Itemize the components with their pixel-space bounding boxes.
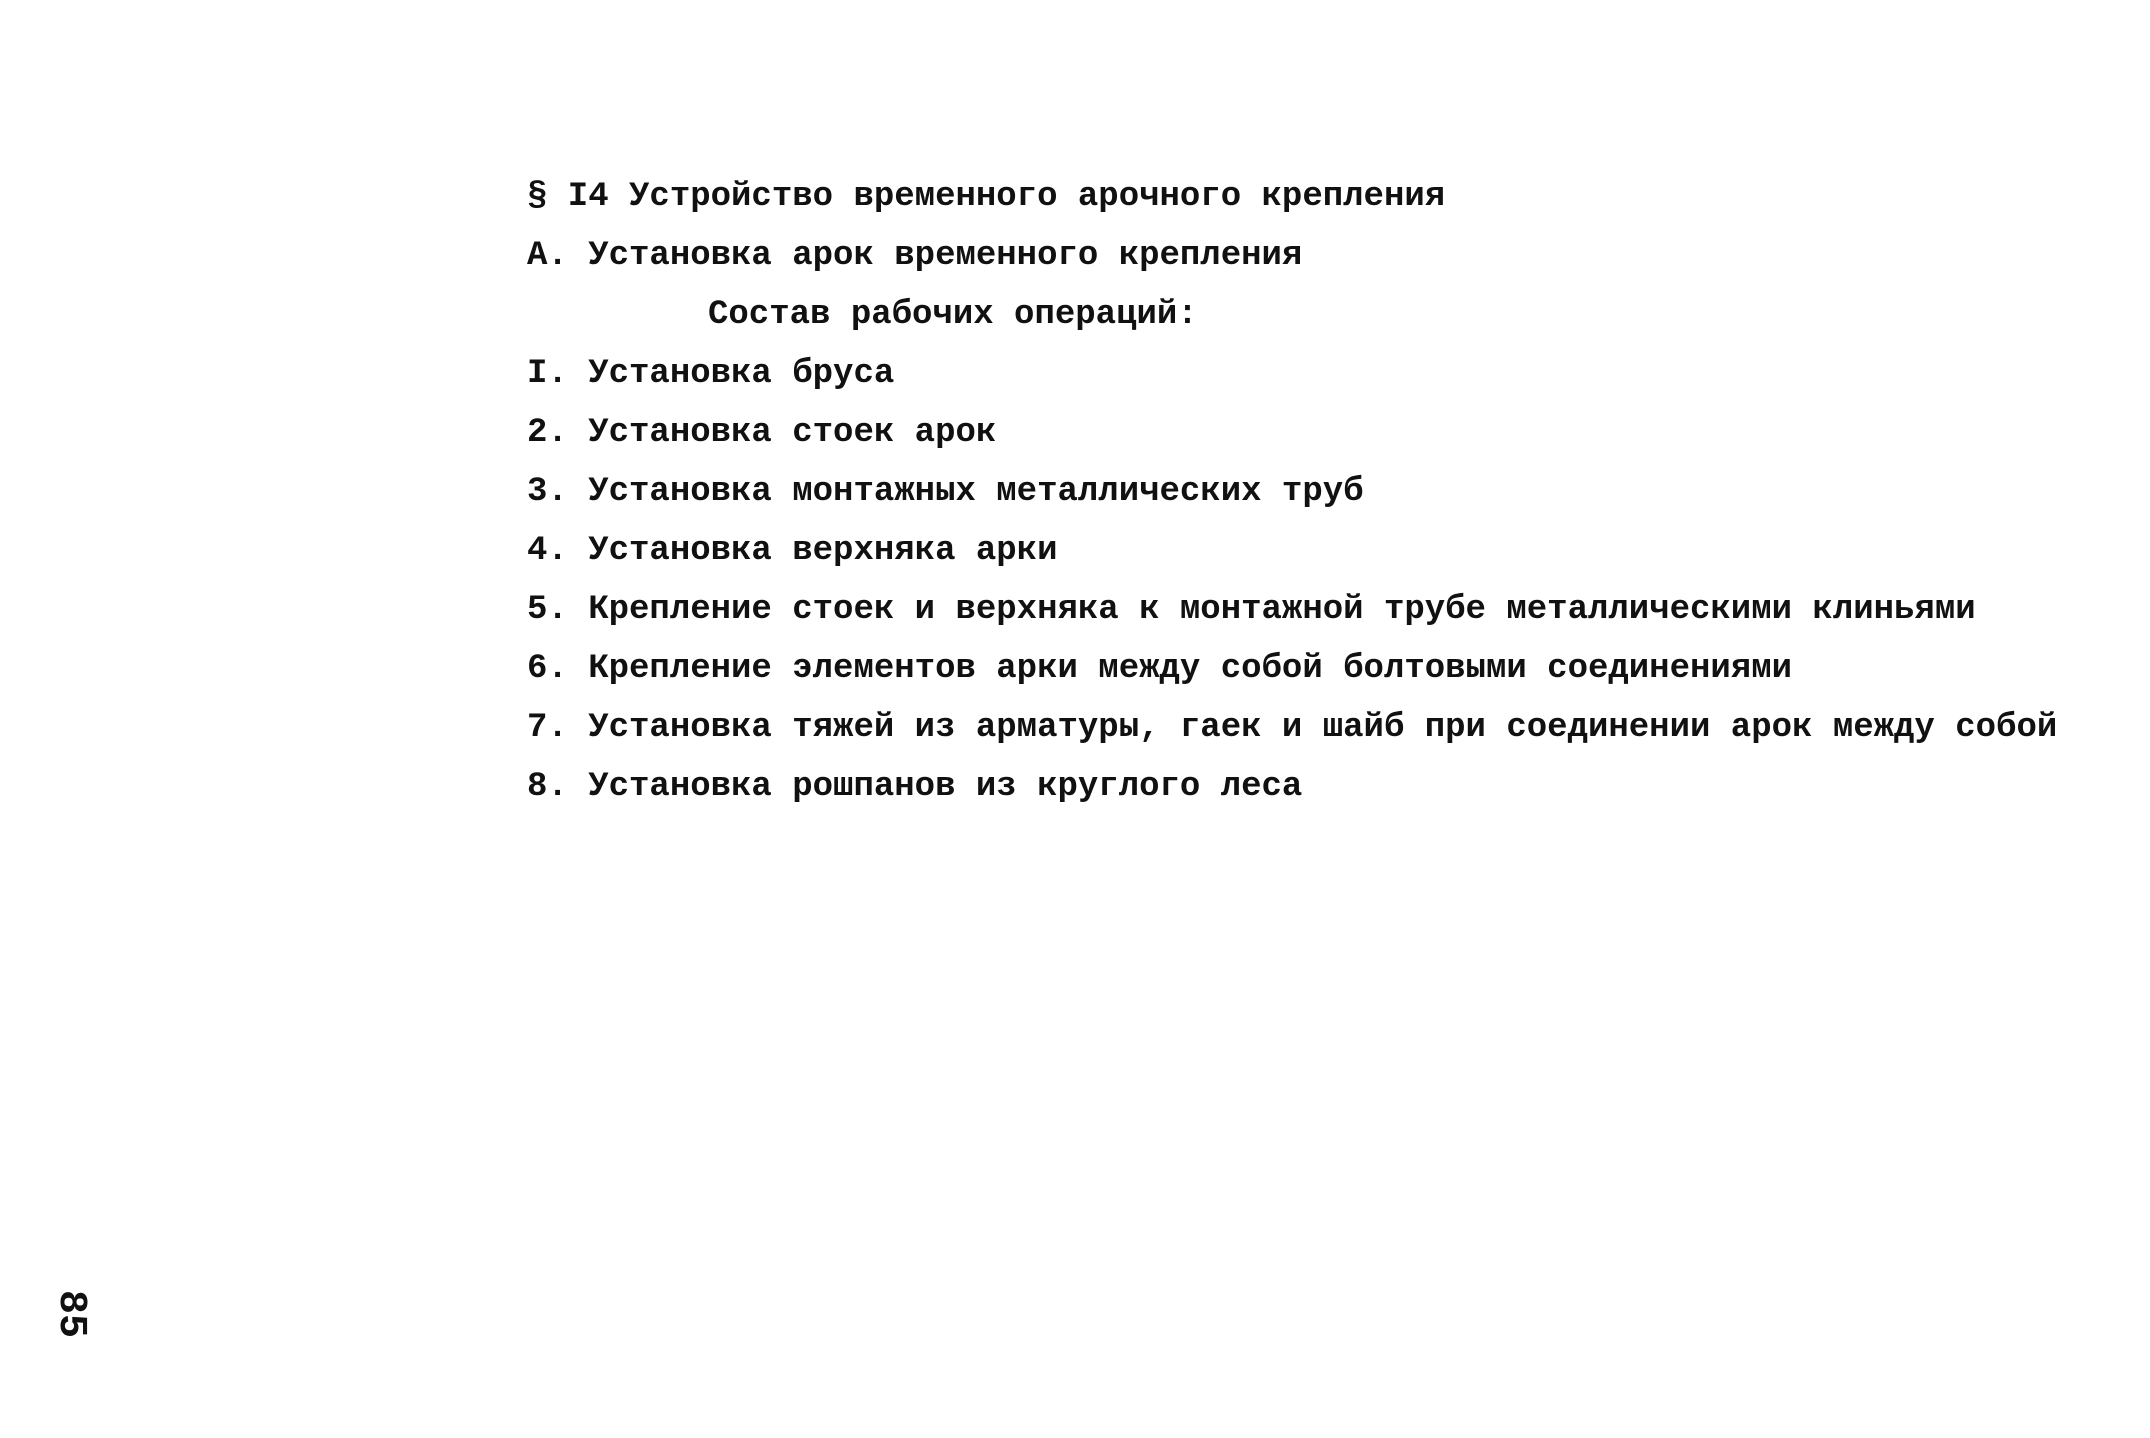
list-item: I. Установка бруса: [527, 355, 895, 393]
page-number: 85: [48, 1290, 93, 1339]
list-item: 4. Установка верхняка арки: [527, 532, 1058, 570]
list-item: 5. Крепление стоек и верхняка к монтажной трубе металлическими клиньями: [527, 591, 1976, 629]
list-item: 8. Установка рошпанов из круглого леса: [527, 768, 1303, 806]
list-item: 3. Установка монтажных металлических труб: [527, 473, 1364, 511]
list-item: 6. Крепление элементов арки между собой болтовыми соединениями: [527, 650, 1793, 688]
operations-title: Состав рабочих операций:: [708, 296, 1198, 334]
subsection-heading: А. Установка арок временного крепления: [527, 237, 1303, 275]
list-item: 2. Установка стоек арок: [527, 414, 997, 452]
section-heading: § I4 Устройство временного арочного крепления: [527, 178, 1446, 216]
list-item: 7. Установка тяжей из арматуры, гаек и шайб при соединении арок между собой: [527, 709, 2058, 747]
